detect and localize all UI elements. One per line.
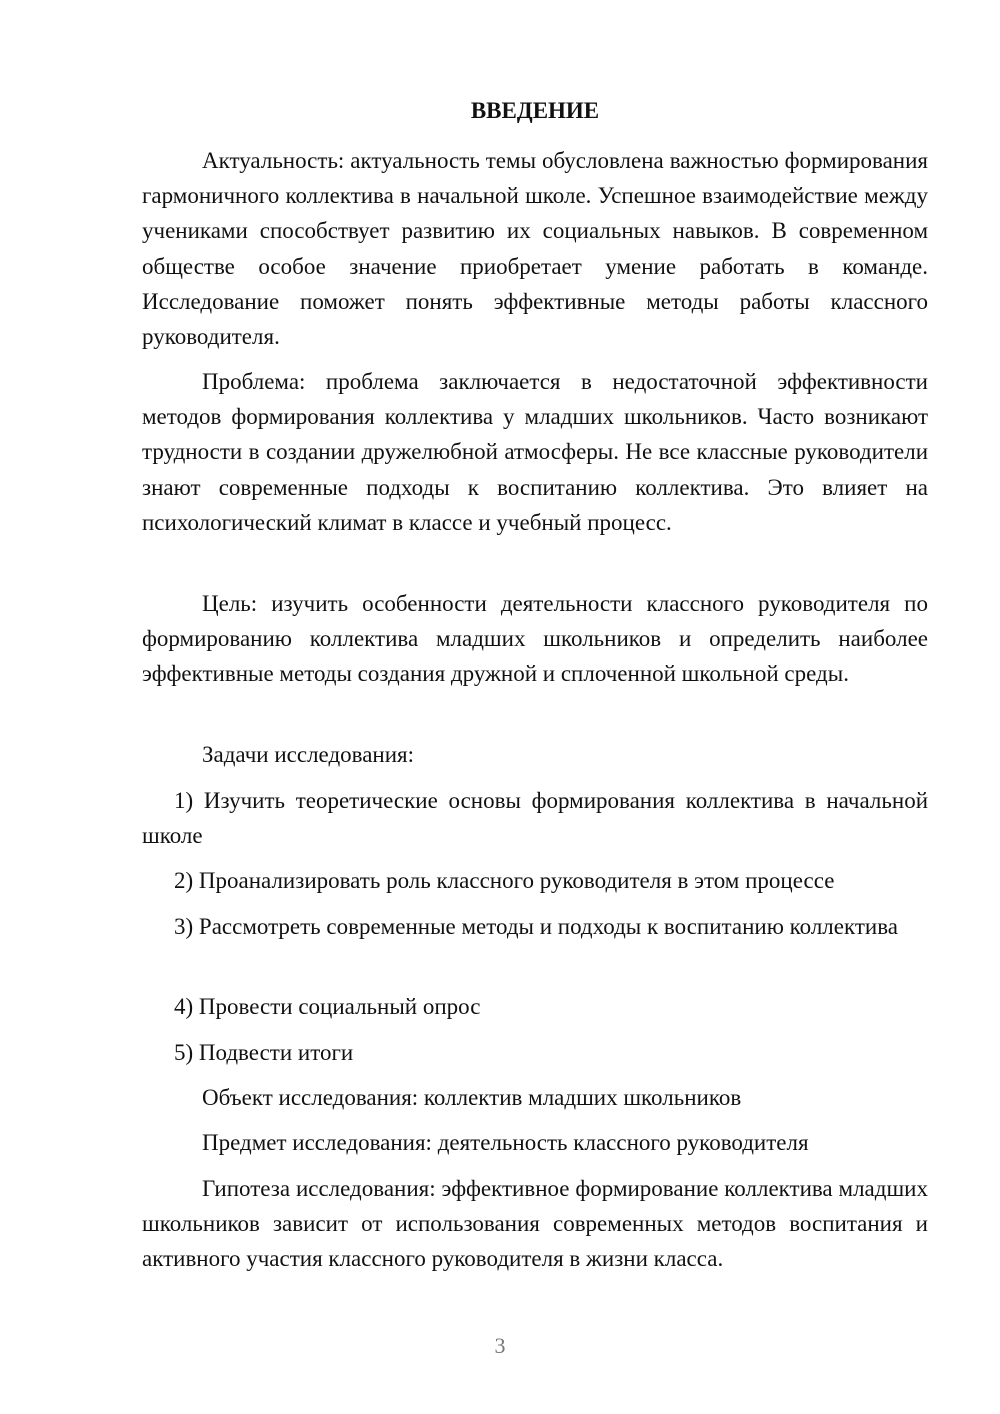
task-item-1: 1) Изучить теоретические основы формирования коллектива в начальной школе [142, 788, 928, 849]
task-item-5: 5) Подвести итоги [174, 1040, 354, 1065]
research-object: Объект исследования: коллектив младших школьников [202, 1085, 742, 1110]
task-item-3: 3) Рассмотреть современные методы и подходы к воспитанию коллектива [174, 914, 898, 939]
tasks-heading: Задачи исследования: [202, 742, 415, 767]
task-item-2: 2) Проанализировать роль классного руководителя в этом процессе [174, 868, 835, 893]
research-subject: Предмет исследования: деятельность классного руководителя [202, 1130, 809, 1155]
page-title: ВВЕДЕНИЕ [470, 98, 600, 123]
paragraph-relevance: Актуальность: актуальность темы обусловлена важностью формирования гармоничного коллектива в начальной школе. Успешное взаимодействие между учениками способствует развитию их социальных навыков. В современном обществе особое значение приобретает умение работать в команде. Исследование поможет понять эффективные методы работы классного руководителя. [142, 148, 928, 350]
page-number: 3 [494, 1333, 506, 1358]
task-item-4: 4) Провести социальный опрос [174, 994, 481, 1019]
research-hypothesis: Гипотеза исследования: эффективное формирование коллектива младших школьников зависит от использования современных методов воспитания и активного участия классного руководителя в жизни класса. [142, 1176, 928, 1272]
paragraph-goal: Цель: изучить особенности деятельности классного руководителя по формированию коллектива младших школьников и определить наиболее эффективные методы создания дружной и сплоченной школьной среды. [142, 591, 928, 687]
paragraph-problem: Проблема: проблема заключается в недостаточной эффективности методов формирования коллектива у младших школьников. Часто возникают трудности в создании дружелюбной атмосферы. Не все классные руководители знают современные подходы к воспитанию коллектива. Это влияет на психологический климат в классе и учебный процесс. [142, 369, 928, 535]
